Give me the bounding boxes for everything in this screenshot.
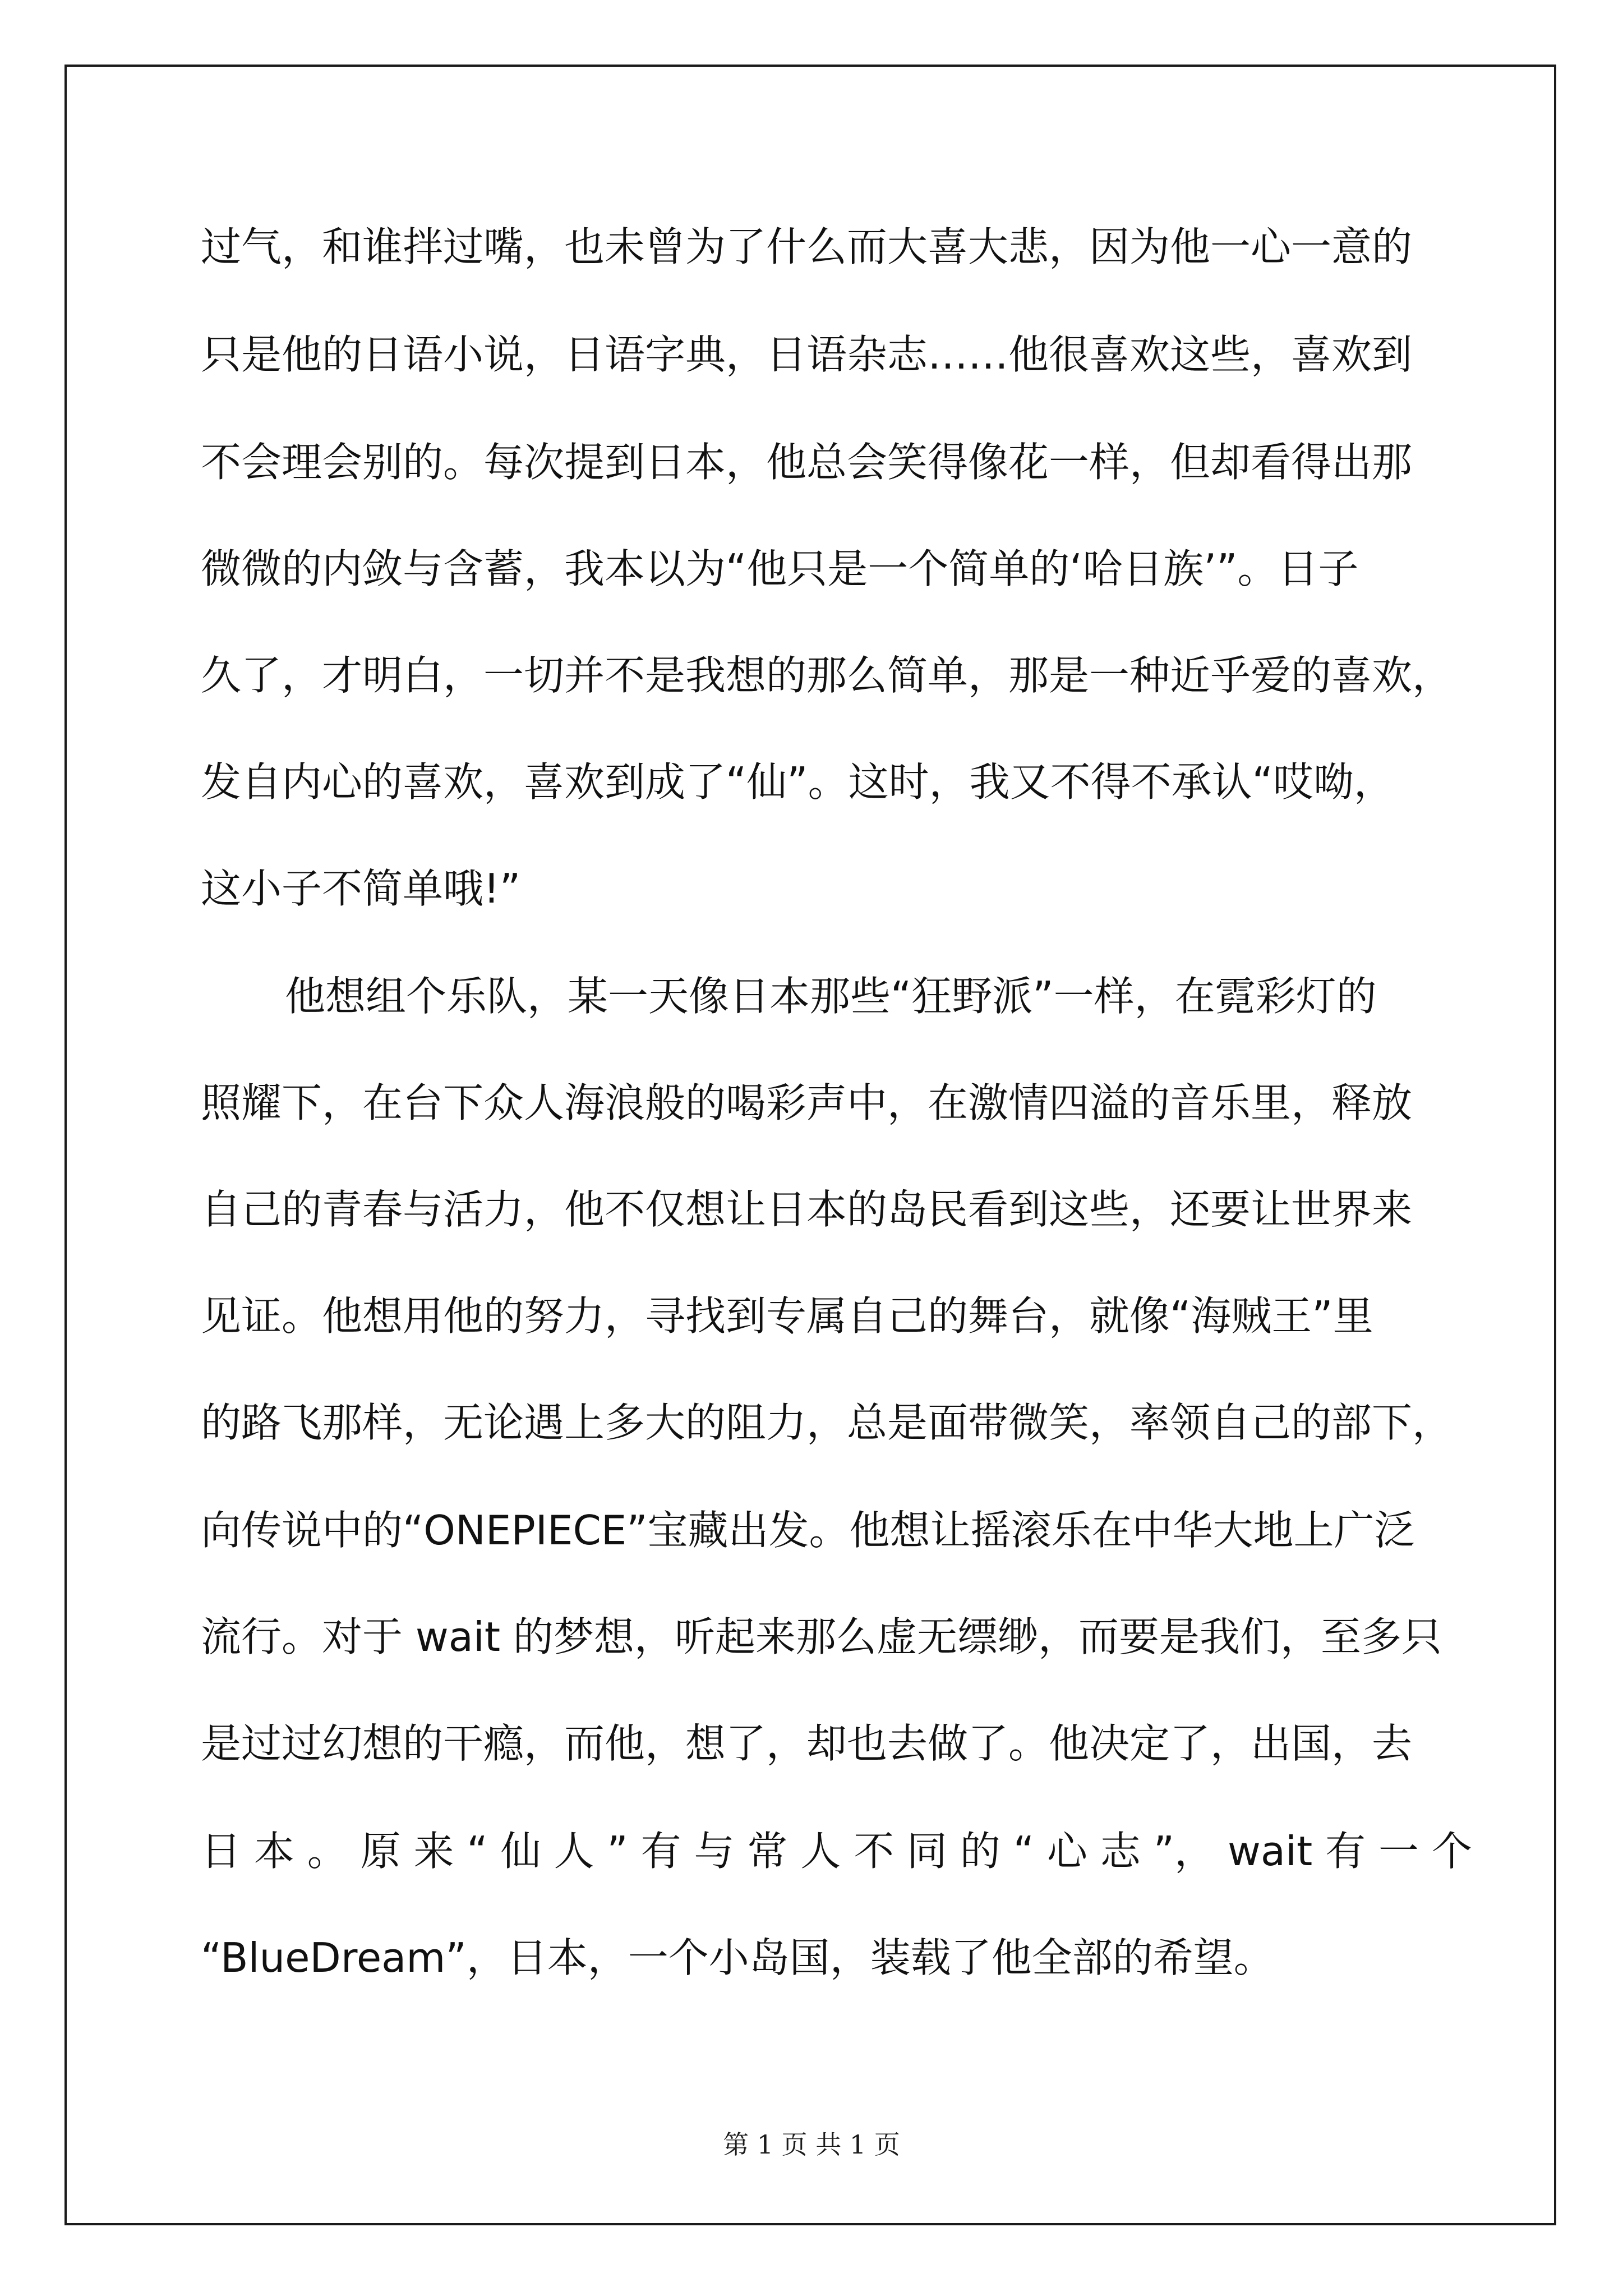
text-line: 只是他的日语小说，日语字典，日语杂志……他很喜欢这些，喜欢到 <box>201 331 1413 378</box>
text-line: 不会理会别的。每次提到日本，他总会笑得像花一样，但却看得出那 <box>201 439 1413 486</box>
text-line: 是过过幻想的干瘾，而他，想了，却也去做了。他决定了，出国，去 <box>201 1720 1413 1767</box>
text-line: “BlueDream”，日本，一个小岛国，装载了他全部的希望。 <box>201 1934 1274 1981</box>
page-frame <box>64 65 1556 2225</box>
paragraph-first-line: 他想组个乐队，某一天像日本那些“狂野派”一样，在霓彩灯的 <box>285 973 1377 1020</box>
text-line: 这小子不简单哦!” <box>201 865 521 912</box>
text-line: 的路飞那样，无论遇上多大的阻力，总是面带微笑，率领自己的部下， <box>201 1399 1453 1446</box>
text-line: 过气，和谁拌过嘴，也未曾为了什么而大喜大悲，因为他一心一意的 <box>201 223 1413 270</box>
text-line: 流行。对于 wait 的梦想，听起来那么虚无缥缈，而要是我们，至多只 <box>201 1613 1442 1660</box>
text-line: 见证。他想用他的努力，寻找到专属自己的舞台，就像“海贼王”里 <box>201 1292 1373 1340</box>
text-line: 发自内心的喜欢，喜欢到成了“仙”。这时，我又不得不承认“哎呦， <box>201 758 1394 806</box>
text-line: 向传说中的“ONEPIECE”宝藏出发。他想让摇滚乐在中华大地上广泛 <box>201 1507 1415 1554</box>
text-line: 自己的青春与活力，他不仅想让日本的岛民看到这些，还要让世界来 <box>201 1186 1413 1233</box>
text-line: 久了，才明白，一切并不是我想的那么简单，那是一种近乎爱的喜欢， <box>201 652 1453 699</box>
text-line: 微微的内敛与含蓄，我本以为“他只是一个简单的‘哈日族’”。日子 <box>201 545 1359 592</box>
text-line: 日 本 。 原 来 “ 仙 人 ” 有 与 常 人 不 同 的 “ 心 志 ”， wait 有 一 个 <box>201 1828 1472 1875</box>
text-line: 照耀下，在台下众人海浪般的喝彩声中，在激情四溢的音乐里，释放 <box>201 1079 1413 1126</box>
page-footer: 第 1 页 共 1 页 <box>723 2129 900 2160</box>
